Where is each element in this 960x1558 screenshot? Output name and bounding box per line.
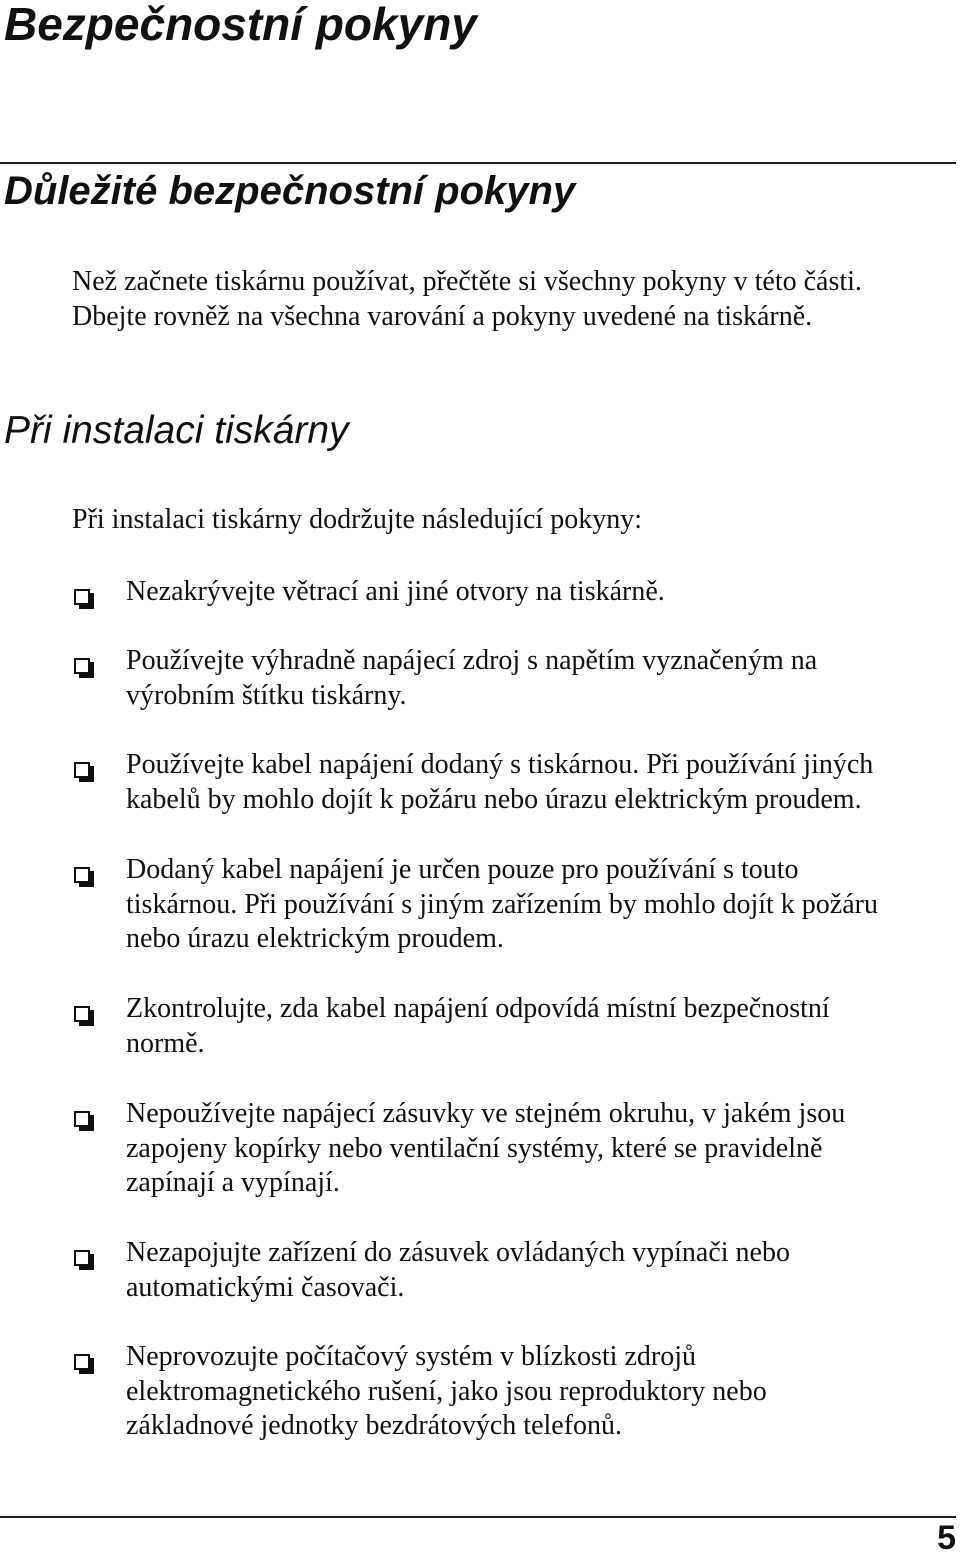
- intro-paragraph: Než začnete tiskárnu používat, přečtěte si všechny pokyny v této části. Dbejte rovněž na všechna varování a pokyny uvedené na tiskárně.: [72, 266, 862, 332]
- list-item-text: Používejte výhradně napájecí zdroj s napětím vyznačeným na výrobním štítku tiskárny.: [126, 645, 818, 711]
- checkbox-bullet-icon: [74, 1006, 90, 1022]
- list-item-text: Používejte kabel napájení dodaný s tiskárnou. Při používání jiných kabelů by mohlo dojít k požáru nebo úrazu elektrickým proudem.: [126, 749, 874, 815]
- checkbox-bullet-icon: [74, 1250, 90, 1266]
- list-item-text: Nepoužívejte napájecí zásuvky ve stejném okruhu, v jakém jsou zapojeny kopírky nebo ventilační systémy, které se pravidelně zapínají a vypínají.: [126, 1098, 846, 1198]
- checkbox-bullet-icon: [74, 589, 90, 605]
- list-item-text: Nezapojujte zařízení do zásuvek ovládaných vypínači nebo automatickými časovači.: [126, 1237, 790, 1303]
- list-item-text: Nezakrývejte větrací ani jiné otvory na tiskárně.: [126, 576, 665, 607]
- list-item-text: Zkontrolujte, zda kabel napájení odpovídá místní bezpečnostní normě.: [126, 993, 830, 1059]
- section-title-install: Při instalaci tiskárny: [4, 409, 349, 452]
- checkbox-bullet-icon: [74, 658, 90, 674]
- list-item-text: Dodaný kabel napájení je určen pouze pro používání s touto tiskárnou. Při používání s jiným zařízením by mohlo dojít k požáru nebo úrazu elektrickým proudem.: [126, 854, 878, 954]
- list-item-text: Neprovozujte počítačový systém v blízkosti zdrojů elektromagnetického rušení, jako jsou reproduktory nebo základnové jednotky bezdrátových telefonů.: [126, 1341, 767, 1441]
- section-divider: [0, 162, 956, 164]
- chapter-title: Bezpečnostní pokyny: [4, 0, 477, 50]
- section-title-important: Důležité bezpečnostní pokyny: [4, 169, 576, 213]
- checkbox-bullet-icon: [74, 1111, 90, 1127]
- checkbox-bullet-icon: [74, 762, 90, 778]
- checkbox-bullet-icon: [74, 1354, 90, 1370]
- page-number: 5: [937, 1519, 956, 1557]
- install-lead-paragraph: Při instalaci tiskárny dodržujte následující pokyny:: [72, 504, 642, 535]
- checkbox-bullet-icon: [74, 867, 90, 883]
- footer-divider: [0, 1516, 956, 1518]
